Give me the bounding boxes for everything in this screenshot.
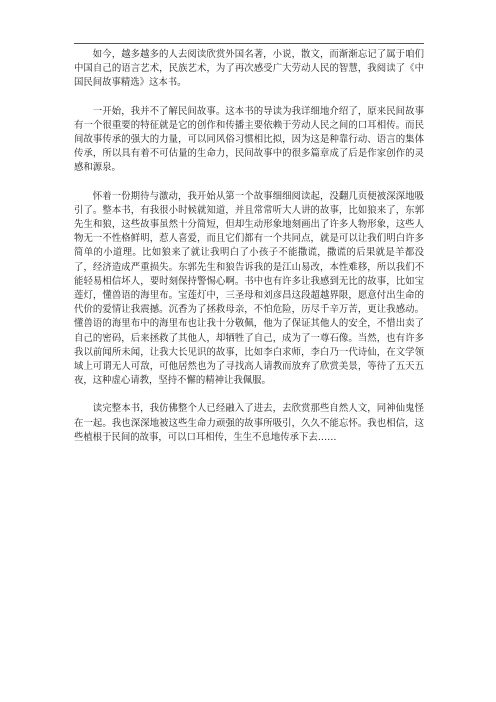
paragraph-folk-tale-definition: 一开始，我并不了解民间故事。这本书的导读为我详细地介绍了，原来民间故事有一个很重要的特征就是它的创作和传播主要依赖于劳动人民之间的口耳相传。而民间故事传承的强大的力量，可以同风俗习惯相比拟，因为这是种靠行动、语言的集体传承，所以具有着不可估量的生命力，民间故事中的很多篇章成了后是作家创作的灵感和源泉。 [74, 105, 424, 174]
paragraph-story-reflections: 怀着一份期待与激动，我开始从第一个故事细细阅读起，没翻几页便被深深地吸引了。整本书，有我很小时候就知道，并且常常听大人讲的故事，比如狼来了，东郭先生和狼，这些故事虽然十分简短，但却生动形象地刻画出了许多人物形象，这些人物无一不性格鲜明，惹人喜爱，而且它们都有一个共同点，就是可以让我们明白许多简单的小道理。比如狼来了就让我明白了小孩子不能撒谎，撒谎的后果就是羊都没了，经济造成严重损失。东郭先生和狼告诉我的是江山易改，本性难移，所以我们不能轻易相信坏人，要时刻保持警惕心啊。书中也有许多让我感到无比的故事，比如宝莲灯，懂兽语的海里布。宝莲灯中，三圣母和刘彦昌这段超越界限，愿意付出生命的代价的爱情让我震撼。沉香为了拯救母亲，不怕危险，历尽千辛万苦，更让我感动。懂兽语的海里布中的海里布也让我十分敬佩，他为了保证其他人的安全，不惜出卖了自己的密码，后来拯救了其他人，却牺牲了自己，成为了一尊石像。当然，也有许多我以前闻所未闻，让我大长见识的故事，比如李白求师，李白乃一代诗仙，在文学领域上可谓无人可敌，可他居然也为了寻找高人请教而放弃了欣赏美景，等待了五天五夜，这种虚心请教，坚持不懈的精神让我佩服。 [74, 190, 424, 387]
paragraph-intro: 如今，越多越多的人去阅读欣赏外国名著，小说，散文，而渐渐忘记了属于咱们中国自己的语言艺术，民族艺术，为了再次感受广大劳动人民的智慧，我阅读了《中国民间故事精选》这本书。 [74, 49, 424, 89]
header-rule [74, 43, 424, 44]
paragraph-conclusion: 读完整本书，我仿佛整个人已经融入了进去，去欣赏那些自然人文，同神仙鬼怪在一起。我也深深地被这些生命力顽强的故事所吸引，久久不能忘怀。我也相信，这些植根于民间的故事，可以口耳相传，生生不息地传承下去…… [74, 403, 424, 443]
document-body [74, 48, 424, 459]
